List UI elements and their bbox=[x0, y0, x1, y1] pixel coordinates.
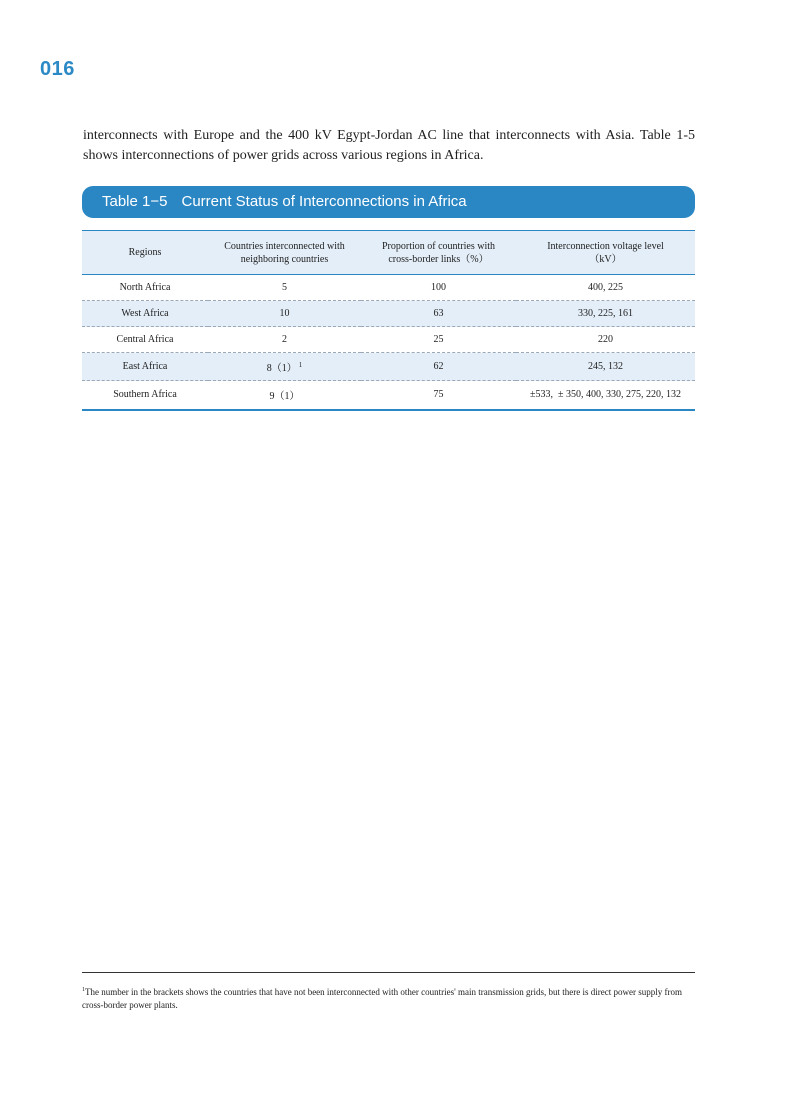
cell-countries: 2 bbox=[208, 327, 361, 353]
table-header-row bbox=[82, 231, 695, 275]
cell-region: Southern Africa bbox=[82, 381, 208, 410]
header-countries-interconnected: Countries interconnected with neighboring countries bbox=[208, 231, 361, 275]
footnote-mark: 1 bbox=[298, 360, 303, 369]
table-row bbox=[82, 275, 695, 301]
table-row bbox=[82, 301, 695, 327]
footnote-text: The number in the brackets shows the countries that have not been interconnected with other countries' main transmission grids, but there is direct power supply from cross-border power plants. bbox=[82, 987, 682, 1010]
cell-countries bbox=[208, 353, 361, 381]
header-proportion: Proportion of countries with cross-border links（%） bbox=[361, 231, 516, 275]
cell-proportion: 75 bbox=[361, 381, 516, 410]
cell-region: North Africa bbox=[82, 275, 208, 301]
header-voltage-level: Interconnection voltage level （kV） bbox=[516, 231, 695, 275]
cell-region: East Africa bbox=[82, 353, 208, 381]
cell-voltage: 245, 132 bbox=[516, 353, 695, 381]
header-regions: Regions bbox=[82, 231, 208, 275]
cell-countries: 9（1） bbox=[208, 381, 361, 410]
cell-proportion: 63 bbox=[361, 301, 516, 327]
table-caption-number: Table 1−5 bbox=[102, 193, 168, 210]
cell-proportion: 25 bbox=[361, 327, 516, 353]
body-paragraph: interconnects with Europe and the 400 kV Egypt-Jordan AC line that interconnects with Asia. Table 1-5 shows interconnections of power grids across various regions in Africa. bbox=[83, 128, 695, 163]
footnote bbox=[82, 984, 695, 1012]
cell-region: West Africa bbox=[82, 301, 208, 327]
page-number: 016 bbox=[40, 58, 75, 80]
cell-countries: 10 bbox=[208, 301, 361, 327]
cell-voltage: ±533, ± 350, 400, 330, 275, 220, 132 bbox=[516, 381, 695, 410]
table-caption bbox=[82, 186, 695, 218]
cell-voltage: 220 bbox=[516, 327, 695, 353]
table-row bbox=[82, 353, 695, 381]
table-row bbox=[82, 327, 695, 353]
table-caption-title: Current Status of Interconnections in Africa bbox=[181, 193, 467, 210]
cell-countries: 5 bbox=[208, 275, 361, 301]
footnote-number: 1 bbox=[82, 987, 85, 993]
cell-proportion: 100 bbox=[361, 275, 516, 301]
cell-region: Central Africa bbox=[82, 327, 208, 353]
cell-voltage: 330, 225, 161 bbox=[516, 301, 695, 327]
cell-voltage: 400, 225 bbox=[516, 275, 695, 301]
interconnections-table bbox=[82, 230, 695, 411]
footnote-divider bbox=[82, 972, 695, 973]
cell-proportion: 62 bbox=[361, 353, 516, 381]
cell-countries-value: 8（1） bbox=[266, 363, 297, 374]
table-row bbox=[82, 381, 695, 410]
